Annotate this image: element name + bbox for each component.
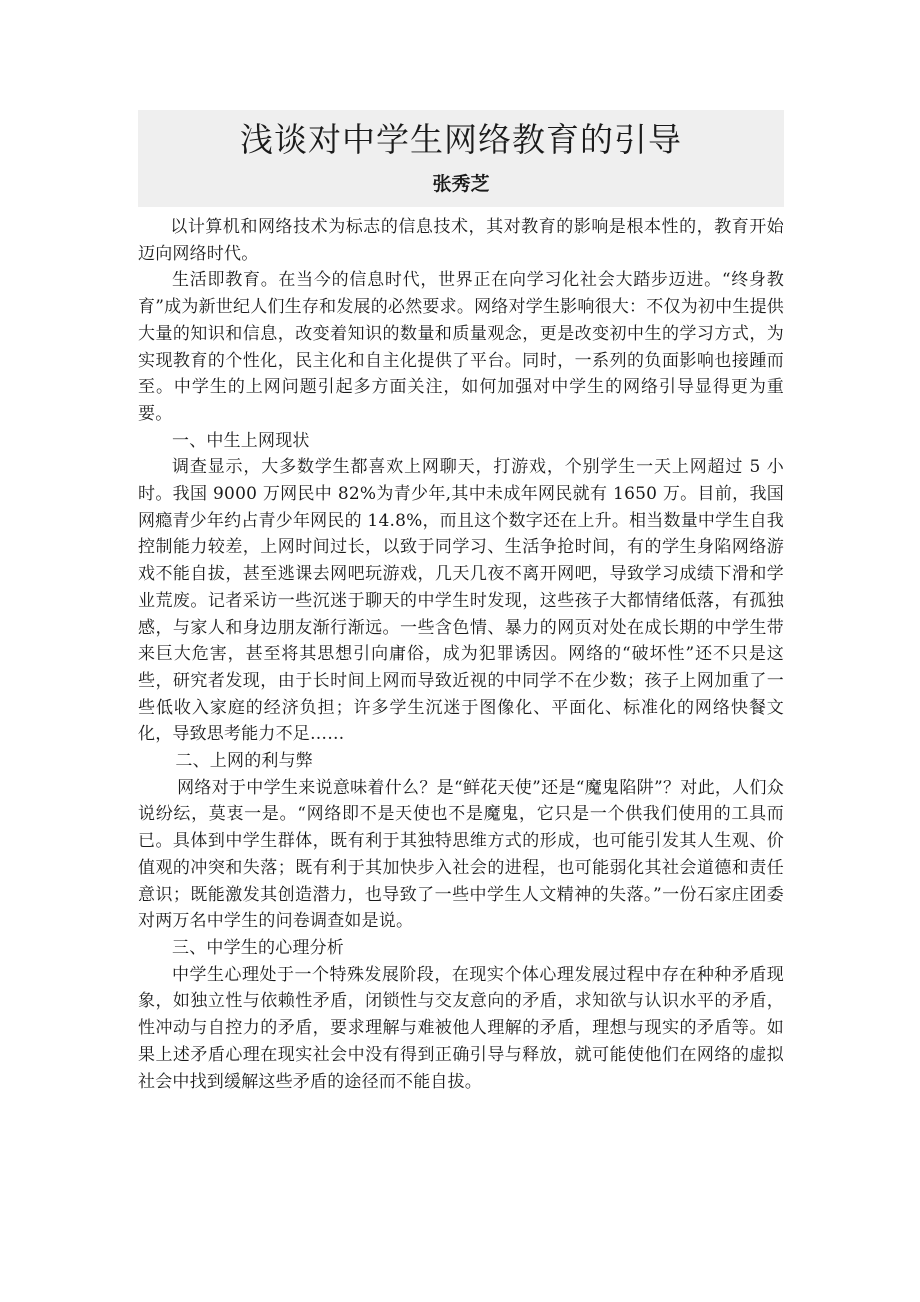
paragraph-life-education: 生活即教育。在当今的信息时代，世界正在向学习化社会大踏步迈进。“终身教育”成为新世纪人们生存和发展的必然要求。网络对学生影响很大：不仅为初中生提供大量的知识和信息，改变着知识的数量和质量观念，更是改变初中生的学习方式，为实现教育的个性化，民主化和自主化提供了平台。同时，一系列的负面影响也接踵而至。中学生的上网问题引起多方面关注，如何加强对中学生的网络引导显得更为重要。 [138,270,784,424]
document-title: 浅谈对中学生网络教育的引导 [240,120,682,159]
paragraph-psychology: 中学生心理处于一个特殊发展阶段，在现实个体心理发展过程中存在种种矛盾现象，如独立性与依赖性矛盾，闭锁性与交友意向的矛盾，求知欲与认识水平的矛盾，性冲动与自控力的矛盾，要求理解与难被他人理解的矛盾，理想与现实的矛盾等。如果上述矛盾心理在现实社会中没有得到正确引导与释放，就可能使他们在网络的虚拟社会中找到缓解这些矛盾的途径而不能自拔。 [138,964,784,1092]
document-author: 张秀芝 [432,173,490,195]
document-body [138,214,784,1095]
paragraph-network-meaning: 网络对于中学生来说意味着什么？是“鲜花天使”还是“魔鬼陷阱”？对此，人们众说纷纭，莫衷一是。“网络即不是天使也不是魔鬼，它只是一个供我们使用的工具而已。具体到中学生群体，既有利于其独特思维方式的形成，也可能引发其人生观、价值观的冲突和失落；既有利于其加快步入社会的进程，也可能弱化其社会道德和责任意识；既能激发其创造潜力，也导致了一些中学生人文精神的失落。”一份石家庄团委对两万名中学生的问卷调查如是说。 [138,777,784,932]
section-heading-pros-cons: 二、上网的利与弊 [175,751,313,772]
title-block [138,110,784,207]
paragraph-intro: 以计算机和网络技术为标志的信息技术，其对教育的影响是根本性的，教育开始迈向网络时代。 [138,217,784,264]
section-heading-psychology: 三、中学生的心理分析 [172,937,344,958]
paragraph-survey: 调查显示，大多数学生都喜欢上网聊天，打游戏，个别学生一天上网超过 5 小时。我国 9000 万网民中 82%为青少年,其中未成年网民就有 1650 万。目前，我国网瘾青少年约占青少年网民的 14.8%，而且这个数字还在上升。相当数量中学生自我控制能力较差，上网时间过长，以致于同学习、生活争抢时间，有的学生身陷网络游戏不能自拔，甚至逃课去网吧玩游戏，几天几夜不离开网吧，导致学习成绩下滑和学业荒废。记者采访一些沉迷于聊天的中学生时发现，这些孩子大都情绪低落，有孤独感，与家人和身边朋友渐行渐远。一些含色情、暴力的网页对处在成长期的中学生带来巨大危害，甚至将其思想引向庸俗，成为犯罪诱因。网络的“破坏性”还不只是这些，研究者发现，由于长时间上网而导致近视的中同学不在少数；孩子上网加重了一些低收入家庭的经济负担；许多学生沉迷于图像化、平面化、标准化的网络快餐文化，导致思考能力不足…… [138,457,784,745]
section-heading-status: 一、中生上网现状 [172,430,310,451]
document-page [138,110,784,1095]
